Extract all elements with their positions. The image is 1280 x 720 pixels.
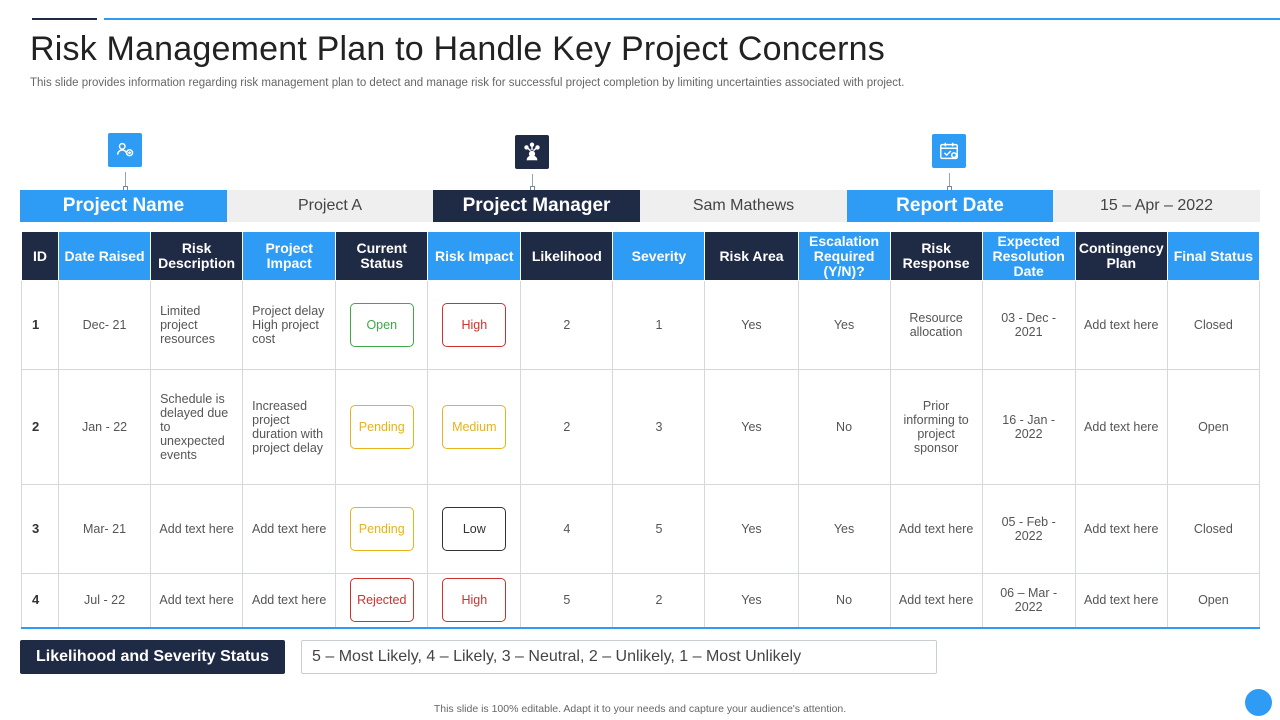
cell-resolution-date: 05 - Feb - 2022 [982,485,1075,574]
header-risk-response: Risk Response [890,232,982,281]
cell-current-status [336,574,428,628]
header-expected-resolution-date: Expected Resolution Date [982,232,1075,281]
report-date-value: 15 – Apr – 2022 [1053,190,1260,222]
status-badge: Pending [350,405,414,449]
cell-date-raised: Mar- 21 [59,485,151,574]
cell-risk-area: Yes [705,281,798,370]
header-date-raised: Date Raised [59,232,151,281]
report-date-label: Report Date [847,190,1053,222]
header-final-status: Final Status [1167,232,1259,281]
status-badge: Open [350,303,414,347]
header-project-impact: Project Impact [243,232,336,281]
header-risk-area: Risk Area [705,232,798,281]
cell-date-raised: Jan - 22 [59,370,151,485]
table-row [22,485,1260,574]
footer-note: This slide is 100% editable. Adapt it to your needs and capture your audience's attention. [433,703,847,715]
cell-escalation: No [798,574,890,628]
cell-likelihood: 2 [521,370,613,485]
cell-project-impact: Increased project duration with project delay [243,370,336,485]
cell-risk-response: Prior informing to project sponsor [890,370,982,485]
project-manager-label: Project Manager [433,190,640,222]
cell-likelihood: 5 [521,574,613,628]
cell-risk-description: Add text here [151,574,243,628]
cell-risk-response: Add text here [890,574,982,628]
cell-likelihood: 2 [521,281,613,370]
cell-risk-impact [428,574,521,628]
cell-risk-impact [428,485,521,574]
table-row [22,370,1260,485]
cell-severity: 3 [613,370,705,485]
risk-impact-badge: High [442,578,506,622]
header-id: ID [22,232,59,281]
cell-risk-area: Yes [705,574,798,628]
header-escalation-required: Escalation Required (Y/N)? [798,232,890,281]
people-refresh-icon [108,133,142,167]
page-title: Risk Management Plan to Handle Key Project Concerns [30,30,885,68]
cell-likelihood: 4 [521,485,613,574]
cell-resolution-date: 03 - Dec - 2021 [982,281,1075,370]
cell-resolution-date: 06 – Mar - 2022 [982,574,1075,628]
cell-severity: 2 [613,574,705,628]
header-current-status: Current Status [336,232,428,281]
cell-escalation: No [798,370,890,485]
cell-final-status: Closed [1167,485,1259,574]
cell-escalation: Yes [798,485,890,574]
page-subtitle: This slide provides information regarding risk management plan to detect and manage risk for successful project completion by limiting uncertainties associated with project. [30,77,905,89]
cell-final-status: Open [1167,574,1259,628]
cell-risk-description: Limited project resources [151,281,243,370]
table-header-row [22,232,1260,281]
cell-risk-impact [428,370,521,485]
risk-impact-badge: Low [442,507,506,551]
cell-resolution-date: 16 - Jan - 2022 [982,370,1075,485]
status-badge: Pending [350,507,414,551]
project-name-value: Project A [227,190,433,222]
header-risk-impact: Risk Impact [428,232,521,281]
cell-risk-area: Yes [705,485,798,574]
calendar-check-icon [932,134,966,168]
header-severity: Severity [613,232,705,281]
cell-severity: 5 [613,485,705,574]
corner-decoration [1245,689,1272,716]
cell-current-status [336,281,428,370]
header-risk-description: Risk Description [151,232,243,281]
cell-risk-response: Add text here [890,485,982,574]
header-likelihood: Likelihood [521,232,613,281]
cell-id: 2 [22,370,59,485]
cell-project-impact: Add text here [243,574,336,628]
cell-current-status [336,485,428,574]
icon-connector [125,172,126,186]
cell-final-status: Open [1167,370,1259,485]
cell-contingency-plan: Add text here [1075,574,1167,628]
cell-contingency-plan: Add text here [1075,370,1167,485]
project-info-row [20,190,1260,222]
cell-risk-response: Resource allocation [890,281,982,370]
legend-text: 5 – Most Likely, 4 – Likely, 3 – Neutral, 2 – Unlikely, 1 – Most Unlikely [301,640,937,674]
cell-project-impact: Project delay High project cost [243,281,336,370]
header-contingency-plan: Contingency Plan [1075,232,1167,281]
cell-id: 4 [22,574,59,628]
cell-id: 3 [22,485,59,574]
network-person-icon [515,135,549,169]
cell-contingency-plan: Add text here [1075,281,1167,370]
cell-escalation: Yes [798,281,890,370]
risk-impact-badge: High [442,303,506,347]
top-accent-line-blue [104,18,1280,20]
project-manager-value: Sam Mathews [640,190,847,222]
cell-risk-description: Schedule is delayed due to unexpected events [151,370,243,485]
cell-current-status [336,370,428,485]
table-row [22,281,1260,370]
cell-risk-description: Add text here [151,485,243,574]
cell-risk-impact [428,281,521,370]
legend-label: Likelihood and Severity Status [20,640,285,674]
icon-connector [949,173,950,187]
cell-severity: 1 [613,281,705,370]
cell-final-status: Closed [1167,281,1259,370]
cell-risk-area: Yes [705,370,798,485]
top-accent-line-dark [32,18,97,20]
table-row [22,574,1260,628]
cell-date-raised: Dec- 21 [59,281,151,370]
cell-date-raised: Jul - 22 [59,574,151,628]
project-name-label: Project Name [20,190,227,222]
risk-table [21,231,1260,629]
cell-project-impact: Add text here [243,485,336,574]
risk-impact-badge: Medium [442,405,506,449]
cell-id: 1 [22,281,59,370]
cell-contingency-plan: Add text here [1075,485,1167,574]
status-badge: Rejected [350,578,414,622]
